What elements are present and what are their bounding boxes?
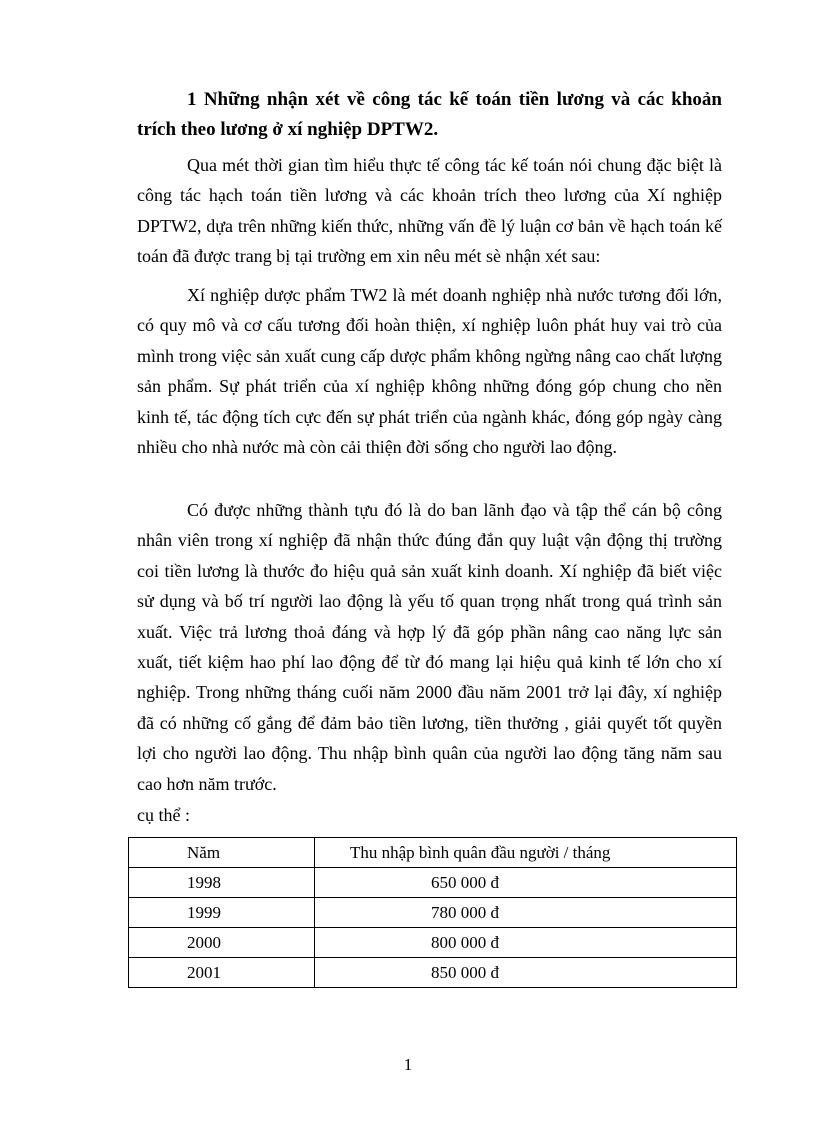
- table-header-row: [129, 838, 737, 868]
- cell-income: 780 000 đ: [315, 898, 737, 928]
- column-header-income: Thu nhập bình quân đầu người / tháng: [315, 838, 737, 868]
- table-row: [129, 958, 737, 988]
- table-label: cụ thể :: [137, 805, 190, 825]
- cell-income: 850 000 đ: [315, 958, 737, 988]
- section-heading: 1 Những nhận xét về công tác kế toán tiền lương và các khoản trích theo lương ở xí nghiệp DPTW2.: [137, 89, 722, 140]
- page-number: 1: [403, 1055, 413, 1074]
- paragraph: Qua mét thời gian tìm hiểu thực tế công tác kế toán nói chung đặc biệt là công tác hạch toán tiền lương và các khoản trích theo lương của Xí nghiệp DPTW2, dựa trên những kiến thức, những vấn đề lý luận cơ bản về hạch toán kế toán đã được trang bị tại trường em xin nêu mét sè nhận xét sau:: [137, 155, 722, 267]
- column-header-year: Năm: [129, 838, 315, 868]
- cell-year: 2000: [129, 928, 315, 958]
- paragraph: Có được những thành tựu đó là do ban lãnh đạo và tập thể cán bộ công nhân viên trong xí nghiệp đã nhận thức đúng đắn quy luật vận động thị trường coi tiền lương là thước đo hiệu quả sản xuất kinh doanh. Xí nghiệp đã biết việc sử dụng và bố trí người lao động là yếu tố quan trọng nhất trong quá trình sản xuất. Việc trả lương thoả đáng và hợp lý đã góp phần nâng cao năng lực sản xuất, tiết kiệm hao phí lao động để từ đó mang lại hiệu quả kinh tế lớn cho xí nghiệp. Trong những tháng cuối năm 2000 đầu năm 2001 trở lại đây, xí nghiệp đã có những cố gắng để đảm bảo tiền lương, tiền thưởng , giải quyết tốt quyền lợi cho người lao động. Thu nhập bình quân của người lao động tăng năm sau cao hơn năm trước.: [137, 500, 722, 794]
- table-row: [129, 898, 737, 928]
- table-row: [129, 868, 737, 898]
- cell-income: 650 000 đ: [315, 868, 737, 898]
- cell-year: 1998: [129, 868, 315, 898]
- paragraph: Xí nghiệp dược phẩm TW2 là mét doanh nghiệp nhà nước tương đối lớn, có quy mô và cơ cấu tương đối hoàn thiện, xí nghiệp luôn phát huy vai trò của mình trong việc sản xuất cung cấp dược phẩm không ngừng nâng cao chất lượng sản phẩm. Sự phát triển của xí nghiệp không những đóng góp chung cho nền kinh tế, tác động tích cực đến sự phát triển của ngành khác, đóng góp ngày càng nhiều cho nhà nước mà còn cải thiện đời sống cho người lao động.: [137, 285, 722, 458]
- income-table: [128, 837, 737, 988]
- cell-income: 800 000 đ: [315, 928, 737, 958]
- cell-year: 2001: [129, 958, 315, 988]
- table-row: [129, 928, 737, 958]
- cell-year: 1999: [129, 898, 315, 928]
